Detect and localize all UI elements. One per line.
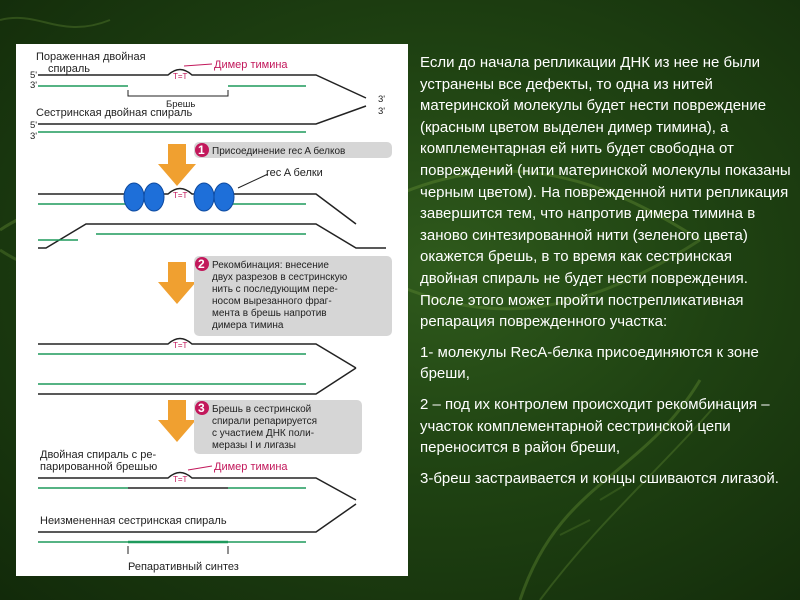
step2-line6: димера тимина: [212, 320, 284, 331]
point-1: 1- молекулы RecA-белка присоединяются к зоне бреши,: [420, 343, 759, 383]
step2-line2: двух разрезов в сестринскую: [212, 272, 348, 283]
step3-arrow: [158, 400, 196, 442]
repair-diagram: [16, 44, 408, 576]
step3-line4: меразы I и лигазы: [212, 440, 296, 451]
step1-arrow: [158, 144, 196, 186]
gap-label: Брешь: [166, 99, 196, 110]
reca-protein-1: [124, 183, 144, 211]
sister-helix-label: Сестринская двойная спираль: [36, 107, 193, 119]
prime-5-top: 5': [30, 70, 38, 81]
unchanged-helix-label: Неизмененная сестринская спираль: [40, 515, 227, 527]
prime-3-right: 3': [378, 94, 386, 105]
prime-3-sister: 3': [30, 131, 38, 142]
dimer-tt-1: T=T: [173, 72, 188, 81]
step2-line3: нить с последующим пере-: [212, 284, 338, 295]
dimer-tt-2: T=T: [173, 191, 188, 200]
step3-line1: Брешь в сестринской: [212, 404, 312, 415]
prime-3-top: 3': [30, 80, 38, 91]
step2-line5: мента в брешь напротив: [212, 308, 327, 319]
reca-protein-4: [214, 183, 234, 211]
repaired-helix-label-line1: Двойная спираль с ре-: [40, 449, 157, 461]
gap-bracket: [128, 90, 228, 96]
prime-3-right-2: 3': [378, 106, 386, 117]
dimer-pointer: [184, 64, 212, 66]
step2-line4: носом вырезанного фраг-: [212, 296, 332, 307]
point-3: 3-бреш застраивается и концы сшиваются лигазой.: [420, 469, 779, 487]
step3-number: 3: [198, 401, 205, 415]
step1-sister-parent: [38, 224, 386, 248]
step1-text: Присоединение rec A белков: [212, 146, 346, 157]
step2-sister-parent: [38, 368, 356, 394]
repaired-parent-strand: [38, 473, 356, 501]
explanation-text: [420, 52, 792, 498]
synthesis-bracket: [128, 546, 228, 554]
step2-number: 2: [198, 257, 205, 271]
thymine-dimer-label: Димер тимина: [214, 59, 288, 71]
step1-number: 1: [198, 143, 205, 157]
diagram-canvas: [16, 44, 408, 576]
step2-arrow: [158, 262, 196, 304]
reca-proteins-label: rec A белки: [266, 167, 323, 179]
repaired-helix-label-line2: парированной брешью: [40, 461, 158, 473]
step2-line1: Рекомбинация: внесение: [212, 260, 329, 271]
step3-line3: с участием ДНК поли-: [212, 428, 315, 439]
reca-protein-3: [194, 183, 214, 211]
dimer-tt-3: T=T: [173, 341, 188, 350]
reca-protein-2: [144, 183, 164, 211]
intro-paragraph: Если до начала репликации ДНК из нее не были устранены все дефекты, то одна из нитей материнской молекулы будет нести повреждение (красным цветом выделен димер тимина), а комплементарная ей нить будет свободна от повреждений (нити материнской молекулы показаны черным цветом). На поврежденной нити репликация завершится тем, что напротив димера тимина в заново синтезированной нити (зеленого цвета) окажется брешь, в то время как сестринская двойная спираль не будет нести повреждения. После этого может пройти пострепликативная репарация поврежденного участка:: [420, 54, 791, 331]
thymine-dimer-label-2: Димер тимина: [214, 461, 288, 473]
prime-5-sister: 5': [30, 120, 38, 131]
damaged-helix-label-line2: спираль: [48, 63, 90, 75]
reca-pointer: [238, 174, 268, 188]
point-2: 2 – под их контролем происходит рекомбинация – участок комплементарной сестринской цепи переносится в район бреши,: [420, 395, 770, 457]
dimer-tt-4: T=T: [173, 475, 188, 484]
step3-line2: спирали репарируется: [212, 416, 318, 427]
repair-synthesis-label: Репаративный синтез: [128, 561, 239, 573]
damaged-helix-label-line1: Пораженная двойная: [36, 51, 146, 63]
dimer-pointer-2: [188, 466, 212, 470]
